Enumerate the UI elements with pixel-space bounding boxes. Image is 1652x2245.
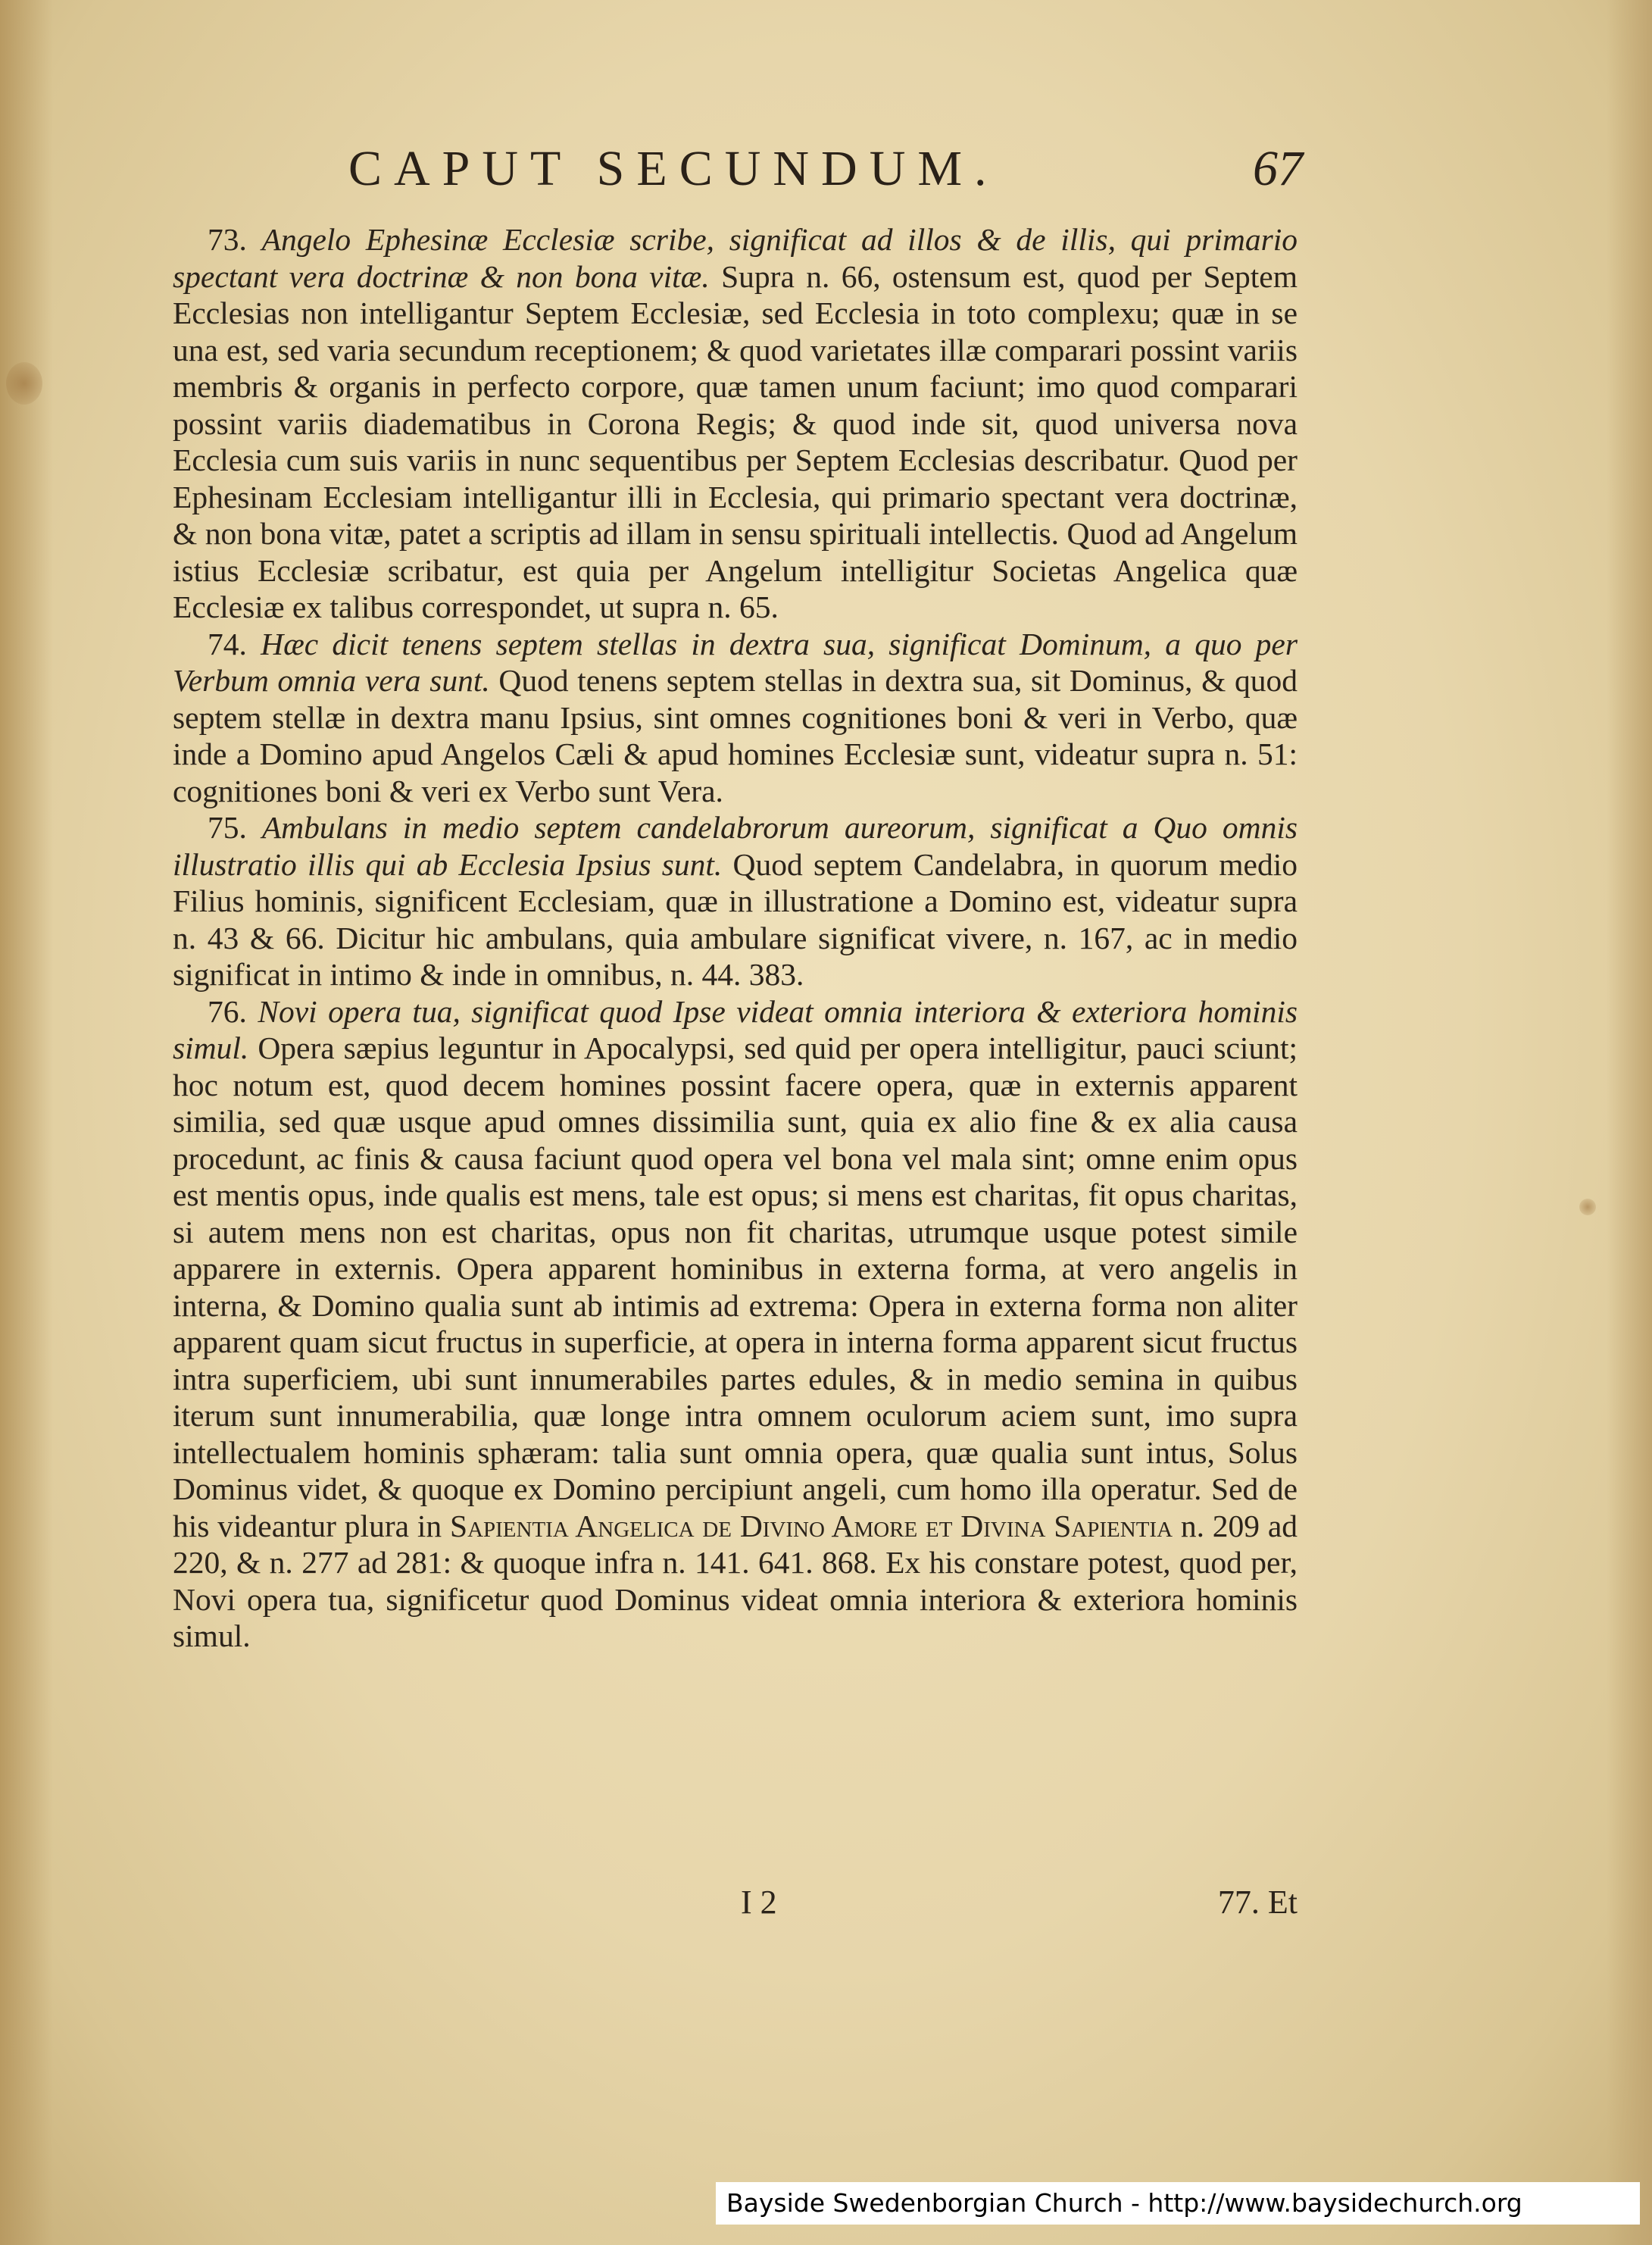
running-head: CAPUT SECUNDUM.: [348, 141, 999, 196]
paragraph-74: [173, 626, 1298, 810]
catchword: 77. Et: [1217, 1884, 1298, 1921]
page-header: [227, 140, 1303, 208]
paragraph-75: [173, 809, 1298, 993]
paragraph-lead: Novi opera tua, significat quod Ipse videat omnia interiora & exteriora hominis simul.: [173, 993, 1298, 1065]
paragraph-lead: Angelo Ephesinæ Ecclesiæ scribe, significat ad illos & de illis, qui primario spectant vera doctrinæ & non bona vitæ.: [173, 222, 1298, 294]
paragraph-73: [173, 221, 1298, 626]
page-footer: [173, 1883, 1298, 1928]
paragraph-body: Quod septem Candelabra, in quorum medio Filius hominis, significent Ecclesiam, quæ in illustratione a Domino est, videatur supra n. 43 & 66. Dicitur hic ambulans, quia ambulare significat vivere, n. 167, ac in medio significat in intimo & inde in omnibus, n. 44. 383.: [173, 846, 1298, 992]
page-number: 67: [1253, 141, 1303, 196]
paragraph-body: Opera sæpius leguntur in Apocalypsi, sed quid per opera intelligitur, pauci sciunt; hoc notum est, quod decem homines possint facere opera, quæ in externis apparent similia, sed quæ usque apud omnes dissimilia sunt, quia ex alio fine & ex alia causa procedunt, ac finis & causa faciunt quod opera vel bona vel mala sint; omne enim opus est mentis opus, inde qualis est mens, tale est opus; si mens est charitas, fit opus charitas, si autem mens non est charitas, opus non fit charitas, utrumque usque potest simile apparere in externis. Opera apparent hominibus in externa forma, at vero angelis in interna, & Domino qualia sunt ab intimis ad extrema: Opera in externa forma non aliter apparent quam sicut fructus in superficie, at opera in interna forma apparent sicut fructus intra superficiem, ubi sunt innumerabiles partes edules, & in medio semina in quibus iterum sunt innumerabilia, quæ longe intra omnem oculorum aciem sunt, imo supra intellectualem hominis sphæram: talia sunt omnia opera, quæ qualia sunt intus, Solus Dominus videt, & quoque ex Domino percipiunt angeli, cum homo illa operatur. Sed de his videantur plura in: [173, 1030, 1298, 1543]
book-title: Sapientia Angelica de Divino Amore et Divina Sapientia: [450, 1508, 1173, 1543]
paragraph-number: 75.: [208, 810, 247, 845]
paragraph-body: Supra n. 66, ostensum est, quod per Septem Ecclesias non intelligantur Septem Ecclesiæ, sed Ecclesia in toto complexu; quæ in se una est, sed varia secundum receptionem; & quod varietates illæ comparari possint variis membris & organis in perfecto corpore, quæ tamen unum faciunt; imo quod comparari possint variis diadematibus in Corona Regis; & quod inde sit, quod universa nova Ecclesia cum suis variis in nunc sequentibus per Septem Ecclesias describatur. Quod per Ephesinam Ecclesiam intelligantur illi in Ecclesia, qui primario spectant vera doctrinæ, & non bona vitæ, patet a scriptis ad illam in sensu spirituali intellectis. Quod ad Angelum istius Ecclesiæ scribatur, est quia per Angelum intelligitur Societas Angelica quæ Ecclesiæ ex talibus correspondet, ut supra n. 65.: [173, 258, 1298, 624]
page-shadow-left: [0, 0, 53, 2245]
paragraph-body: Quod tenens septem stellas in dextra sua, sit Dominus, & quod septem stellæ in dextra manu Ipsius, sint omnes cognitiones boni & veri in Verbo, quæ inde a Domino apud Angelos Cæli & apud homines Ecclesiæ sunt, videatur supra n. 51: cognitiones boni & veri ex Verbo sunt Vera.: [173, 663, 1298, 808]
watermark-caption: Bayside Swedenborgian Church - http://www.baysidechurch.org: [716, 2182, 1640, 2225]
paragraph-lead: Hæc dicit tenens septem stellas in dextra sua, significat Dominum, a quo per Verbum omnia vera sunt.: [173, 626, 1298, 698]
signature-mark: I 2: [741, 1884, 777, 1921]
paragraph-76: [173, 993, 1298, 1655]
page-shadow-right: [1607, 0, 1652, 2245]
body-text: [173, 221, 1298, 1655]
paragraph-number: 73.: [208, 222, 247, 257]
paragraph-number: 74.: [208, 626, 247, 661]
foxing-stain: [6, 362, 42, 405]
paragraph-body-continued: n. 209 ad 220, & n. 277 ad 281: & quoque infra n. 141. 641. 868. Ex his constare potest, quod per, Novi opera tua, significetur quod Dominus videat omnia interiora & exteriora hominis simul.: [173, 1508, 1298, 1653]
paragraph-lead: Ambulans in medio septem candelabrorum aureorum, significat a Quo omnis illustratio illis qui ab Ecclesia Ipsius sunt.: [173, 810, 1298, 882]
paragraph-number: 76.: [208, 993, 247, 1029]
foxing-stain: [1579, 1199, 1596, 1215]
